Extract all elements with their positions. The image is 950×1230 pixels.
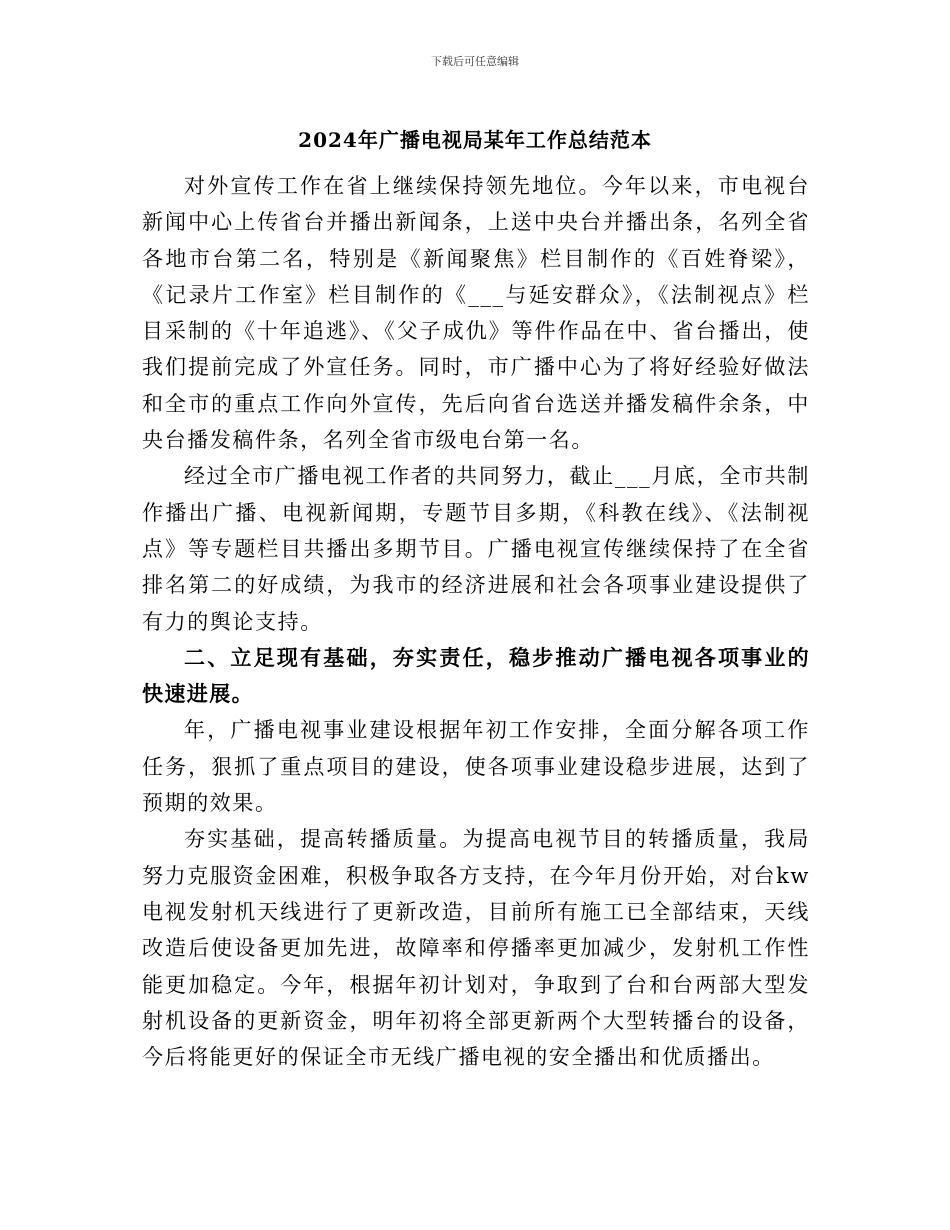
paragraph-1-blank: ___ (468, 282, 505, 307)
header-note: 下载后可任意编辑 (431, 55, 519, 68)
paragraph-2 (142, 458, 810, 639)
paragraph-2-blank: ___ (614, 464, 652, 489)
paragraph-2-text-b: 月底，全市共制作播出广播、电视新闻期，专题节目多期，《科教在线》、《法制视点》等专题栏目共播出多期节目。广播电视宣传继续保持了在全省排名第二的好成绩，为我市的经济进展和社会各项事业建设提供了有力的舆论支持。 (142, 464, 810, 634)
paragraph-1-text-a: 对外宣传工作在省上继续保持领先地位。今年以来，市电视台新闻中心上传省台并播出新闻条，上送中央台并播出条，名列全省各地市台第二名，特别是《新闻聚焦》栏目制作的《百姓脊梁》，《记录片工作室》栏目制作的《 (142, 174, 810, 307)
paragraph-1 (142, 168, 810, 458)
paragraph-4: 夯实基础，提高转播质量。为提高电视节目的转播质量，我局努力克服资金困难，积极争取各方支持，在今年月份开始，对台kw电视发射机天线进行了更新改造，目前所有施工已全部结束，天线改造后使设备更加先进，故障率和停播率更加减少，发射机工作性能更加稳定。今年，根据年初计划对，争取到了台和台两部大型发射机设备的更新资金，明年初将全部更新两个大型转播台的设备，今后将能更好的保证全市无线广播电视的安全播出和优质播出。 (142, 827, 810, 1070)
paragraph-3: 年，广播电视事业建设根据年初工作安排，全面分解各项工作任务，狠抓了重点项目的建设，使各项事业建设稳步进展，达到了预期的效果。 (142, 718, 810, 816)
paragraph-2-text-a: 经过全市广播电视工作者的共同努力，截止 (184, 464, 615, 489)
paragraph-1-text-b: 与延安群众》，《法制视点》栏目采制的《十年追逃》、《父子成仇》等件作品在中、省台播出，使我们提前完成了外宣任务。同时，市广播中心为了将好经验好做法和全市的重点工作向外宣传，先后向省台选送并播发稿件余条，中央台播发稿件条，名列全省市级电台第一名。 (142, 282, 810, 453)
document-body (142, 168, 810, 1075)
document-title: 2024年广播电视局某年工作总结范本 (298, 128, 652, 152)
section-heading-2: 二、立足现有基础，夯实责任，稳步推动广播电视各项事业的快速进展。 (142, 644, 810, 707)
